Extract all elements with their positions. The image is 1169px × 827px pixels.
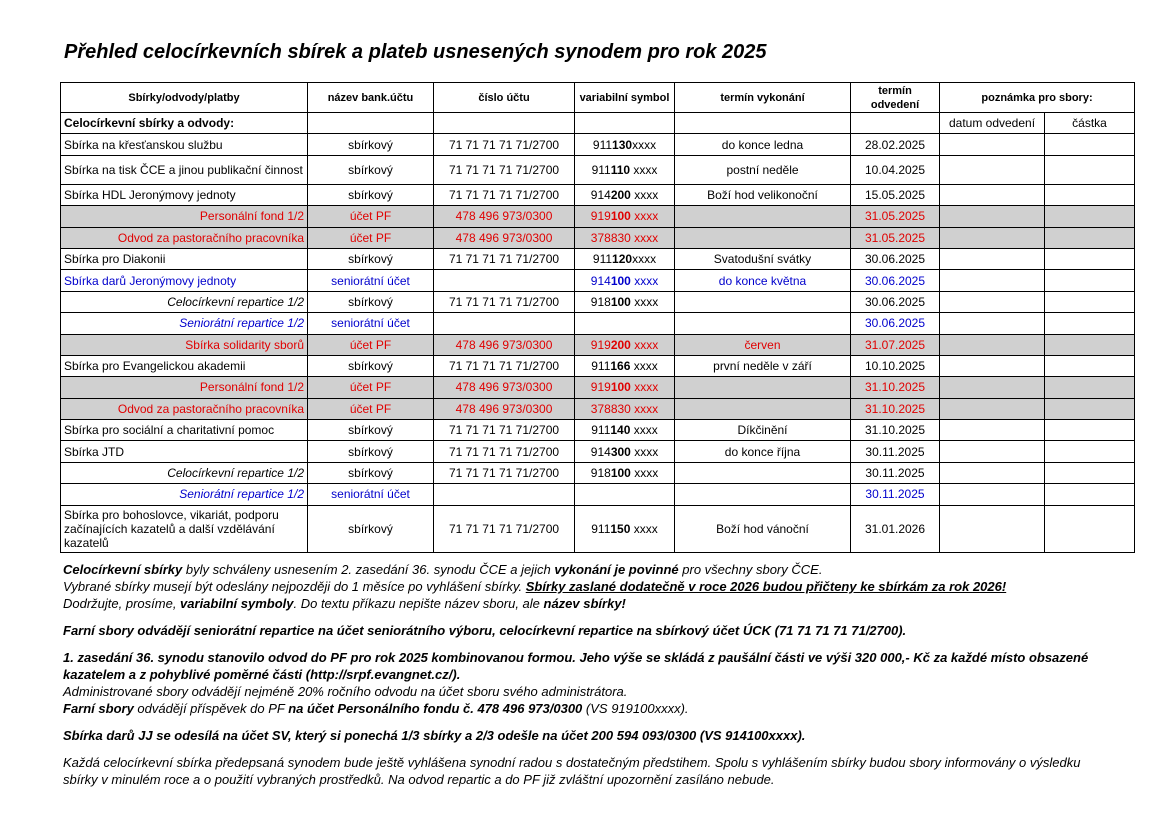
row-name: Seniorátní repartice 1/2 [61, 313, 308, 334]
row-name: Seniorátní repartice 1/2 [61, 484, 308, 505]
table-row [61, 398, 1135, 419]
row-note-date [940, 484, 1045, 505]
row-note-amount [1045, 227, 1135, 248]
note-bold: 1. zasedání 36. synodu stanovilo odvod do PF pro rok 2025 kombinovanou formou. Jeho výše se skládá z paušální části ve výši 320 000,- Kč za každé místo obsazené kazatelem a z pohyblivé poměrné části (http://srpf.evangnet.cz/). [63, 650, 1089, 682]
row-note-amount [1045, 398, 1135, 419]
row-name: Celocírkevní repartice 1/2 [61, 462, 308, 483]
row-term: do konce května [675, 270, 851, 291]
row-account-name: seniorátní účet [308, 484, 434, 505]
note-bold: Farní sbory odvádějí seniorátní repartice na účet seniorátního výboru, celocírkevní repartice na sbírkový účet ÚCK (71 71 71 71 71/2700). [63, 623, 907, 638]
row-account-number: 71 71 71 71 71/2700 [434, 248, 575, 269]
note-amount-header: částka [1045, 113, 1135, 134]
vs-suffix: xxxx [630, 444, 659, 459]
vs-code: 140 [610, 423, 631, 438]
vs-prefix: 914 [590, 273, 611, 288]
table-row [61, 134, 1135, 155]
row-note-date [940, 227, 1045, 248]
row-account-name: účet PF [308, 227, 434, 248]
note-date-header: datum odvedení [940, 113, 1045, 134]
note-bold: vykonání je povinné [554, 562, 679, 577]
row-note-amount [1045, 291, 1135, 312]
row-note-amount [1045, 313, 1135, 334]
vs-code: 130 [612, 137, 633, 152]
note-text: byly schváleny usnesením 2. zasedání 36. synodu ČCE a jejich [182, 562, 555, 577]
empty-cell [851, 113, 940, 134]
row-note-date [940, 134, 1045, 155]
vs-code: 100 [610, 466, 631, 481]
header-account-number: číslo účtu [434, 83, 575, 113]
row-note-date [940, 505, 1045, 552]
vs-prefix: 378830 [590, 230, 631, 245]
vs-code: 100 [610, 209, 631, 224]
vs-prefix: 919 [590, 337, 611, 352]
note-paragraph [63, 578, 1113, 595]
row-note-date [940, 206, 1045, 227]
row-variable-symbol [575, 505, 675, 552]
row-note-amount [1045, 505, 1135, 552]
row-account-name: účet PF [308, 206, 434, 227]
row-account-name: sbírkový [308, 505, 434, 552]
vs-suffix: xxxx [632, 137, 657, 152]
row-account-number: 71 71 71 71 71/2700 [434, 355, 575, 376]
row-note-amount [1045, 420, 1135, 441]
vs-suffix: xxxx [630, 337, 659, 352]
vs-code: 120 [612, 252, 633, 267]
row-account-name: sbírkový [308, 355, 434, 376]
row-note-amount [1045, 355, 1135, 376]
note-text: odvádějí příspěvek do PF [133, 701, 289, 716]
row-note-date [940, 184, 1045, 205]
header-variable-symbol: variabilní symbol [575, 83, 675, 113]
vs-prefix: 918 [590, 466, 611, 481]
note-text: pro všechny sbory ČCE. [678, 562, 823, 577]
table-row [61, 291, 1135, 312]
vs-suffix: xxxx [630, 230, 659, 245]
vs-suffix: xxxx [630, 380, 659, 395]
row-name: Sbírka pro bohoslovce, vikariát, podporu začínajících kazatelů a další vzdělávání kazatelů [61, 505, 308, 552]
table-row [61, 155, 1135, 184]
table-row [61, 484, 1135, 505]
vs-prefix: 911 [591, 521, 611, 536]
row-name: Odvod za pastoračního pracovníka [61, 398, 308, 419]
header-term: termín vykonání [675, 83, 851, 113]
row-term: Díkčinění [675, 420, 851, 441]
row-note-date [940, 313, 1045, 334]
vs-prefix: 911 [592, 252, 613, 267]
row-note-date [940, 398, 1045, 419]
note-paragraph [63, 622, 1113, 639]
header-row [61, 83, 1135, 113]
row-due-date: 30.06.2025 [851, 313, 940, 334]
row-note-amount [1045, 334, 1135, 355]
row-term [675, 291, 851, 312]
vs-suffix: xxxx [630, 294, 659, 309]
row-name: Celocírkevní repartice 1/2 [61, 291, 308, 312]
table-row [61, 227, 1135, 248]
row-due-date: 30.11.2025 [851, 484, 940, 505]
note-text: Každá celocírkevní sbírka předepsaná synodem bude ještě vyhlášena synodní radou s dostatečným předstihem. Spolu s vyhlášením sbírky budou sbory informovány o výsledku sbírky v minulém roce a o použití vybraných prostředků. Na odvod repartic a do PF již zvláštní upozornění zasíláno nebude. [63, 755, 1081, 787]
row-term: Boží hod vánoční [675, 505, 851, 552]
row-name: Sbírka pro Diakonii [61, 248, 308, 269]
note-paragraph [63, 700, 1113, 717]
page-title: Přehled celocírkevních sbírek a plateb usnesených synodem pro rok 2025 [64, 41, 767, 63]
table-row [61, 505, 1135, 552]
vs-suffix: xxxx [630, 162, 658, 177]
vs-code: 100 [610, 380, 631, 395]
note-bold: Celocírkevní sbírky [63, 562, 183, 577]
vs-prefix: 914 [590, 187, 611, 202]
section-row [61, 113, 1135, 134]
row-note-date [940, 377, 1045, 398]
note-bold: Farní sbory [63, 701, 134, 716]
row-account-name: seniorátní účet [308, 270, 434, 291]
row-due-date: 31.05.2025 [851, 206, 940, 227]
note-text: Vybrané sbírky musejí být odeslány nejpozději do 1 měsíce po vyhlášení sbírky. [63, 579, 526, 594]
row-account-number [434, 270, 575, 291]
note-bold: na účet Personálního fondu č. 478 496 973/0300 [288, 701, 583, 716]
vs-prefix: 911 [591, 359, 611, 374]
row-due-date: 10.04.2025 [851, 155, 940, 184]
row-account-name: sbírkový [308, 462, 434, 483]
note-paragraph [63, 754, 1113, 788]
row-note-date [940, 355, 1045, 376]
vs-code: 166 [610, 359, 631, 374]
vs-suffix: xxxx [630, 521, 658, 536]
row-account-number: 71 71 71 71 71/2700 [434, 291, 575, 312]
empty-cell [434, 113, 575, 134]
row-note-date [940, 334, 1045, 355]
header-account-name: název bank.účtu [308, 83, 434, 113]
vs-code: 150 [610, 521, 631, 536]
row-term [675, 313, 851, 334]
row-note-amount [1045, 441, 1135, 462]
row-name: Odvod za pastoračního pracovníka [61, 227, 308, 248]
row-account-number: 478 496 973/0300 [434, 334, 575, 355]
row-term [675, 227, 851, 248]
row-term: červen [675, 334, 851, 355]
row-note-date [940, 248, 1045, 269]
row-note-amount [1045, 248, 1135, 269]
row-variable-symbol [575, 270, 675, 291]
table-row [61, 355, 1135, 376]
row-name: Personální fond 1/2 [61, 377, 308, 398]
row-account-number: 71 71 71 71 71/2700 [434, 155, 575, 184]
note-paragraph [63, 683, 1113, 700]
row-account-number: 71 71 71 71 71/2700 [434, 462, 575, 483]
table-row [61, 462, 1135, 483]
row-variable-symbol [575, 462, 675, 483]
note-text: Administrované sbory odvádějí nejméně 20% ročního odvodu na účet sboru svého administrátora. [63, 684, 628, 699]
row-due-date: 31.05.2025 [851, 227, 940, 248]
row-term: Boží hod velikonoční [675, 184, 851, 205]
row-note-amount [1045, 134, 1135, 155]
row-account-name: seniorátní účet [308, 313, 434, 334]
vs-code: 100 [610, 294, 631, 309]
row-variable-symbol [575, 291, 675, 312]
vs-prefix: 918 [590, 294, 611, 309]
table-row [61, 441, 1135, 462]
vs-suffix: xxxx [630, 423, 658, 438]
row-name: Sbírka pro Evangelickou akademii [61, 355, 308, 376]
vs-code: 200 [610, 187, 631, 202]
row-variable-symbol [575, 227, 675, 248]
row-variable-symbol [575, 155, 675, 184]
vs-suffix: xxxx [630, 273, 659, 288]
row-account-name: sbírkový [308, 134, 434, 155]
row-name: Sbírka na tisk ČCE a jinou publikační činnost [61, 155, 308, 184]
row-account-number: 478 496 973/0300 [434, 398, 575, 419]
note-paragraph [63, 595, 1113, 612]
row-variable-symbol [575, 313, 675, 334]
row-note-amount [1045, 462, 1135, 483]
vs-suffix: xxxx [630, 466, 659, 481]
row-variable-symbol [575, 248, 675, 269]
row-account-number: 478 496 973/0300 [434, 377, 575, 398]
row-variable-symbol [575, 334, 675, 355]
collections-table [60, 82, 1135, 553]
note-paragraph [63, 649, 1113, 683]
table-row [61, 313, 1135, 334]
row-account-name: účet PF [308, 398, 434, 419]
section-label: Celocírkevní sbírky a odvody: [61, 113, 308, 134]
vs-prefix: 911 [592, 137, 613, 152]
row-note-date [940, 441, 1045, 462]
row-name: Sbírka JTD [61, 441, 308, 462]
row-variable-symbol [575, 441, 675, 462]
row-note-date [940, 270, 1045, 291]
row-account-number [434, 313, 575, 334]
row-term: Svatodušní svátky [675, 248, 851, 269]
header-due: termín odvedení [851, 83, 940, 113]
vs-suffix: xxxx [630, 359, 658, 374]
table-row [61, 377, 1135, 398]
row-account-number: 71 71 71 71 71/2700 [434, 184, 575, 205]
row-due-date: 30.06.2025 [851, 291, 940, 312]
row-variable-symbol [575, 377, 675, 398]
note-text: Dodržujte, prosíme, [63, 596, 181, 611]
row-note-date [940, 420, 1045, 441]
row-due-date: 31.10.2025 [851, 398, 940, 419]
table-row [61, 248, 1135, 269]
row-variable-symbol [575, 484, 675, 505]
row-variable-symbol [575, 134, 675, 155]
note-paragraph [63, 561, 1113, 578]
row-due-date: 15.05.2025 [851, 184, 940, 205]
note-text: (VS 919100xxxx). [582, 701, 689, 716]
vs-prefix: 911 [591, 162, 611, 177]
table-row [61, 270, 1135, 291]
row-account-name: účet PF [308, 377, 434, 398]
row-term [675, 398, 851, 419]
row-due-date: 30.11.2025 [851, 462, 940, 483]
row-term [675, 377, 851, 398]
note-bold: variabilní symboly [180, 596, 294, 611]
row-account-number: 71 71 71 71 71/2700 [434, 420, 575, 441]
table-row [61, 184, 1135, 205]
row-variable-symbol [575, 355, 675, 376]
row-name: Personální fond 1/2 [61, 206, 308, 227]
row-due-date: 31.10.2025 [851, 377, 940, 398]
row-variable-symbol [575, 398, 675, 419]
row-term [675, 484, 851, 505]
row-account-number: 478 496 973/0300 [434, 227, 575, 248]
vs-prefix: 911 [591, 423, 611, 438]
row-account-name: sbírkový [308, 441, 434, 462]
vs-code: 100 [610, 273, 631, 288]
row-account-name: sbírkový [308, 420, 434, 441]
note-paragraph [63, 727, 1113, 744]
note-bold: Sbírka darů JJ se odesílá na účet SV, který si ponechá 1/3 sbírky a 2/3 odešle na účet 200 594 093/0300 (VS 914100xxxx). [63, 728, 806, 743]
row-variable-symbol [575, 184, 675, 205]
vs-prefix: 378830 [590, 401, 631, 416]
row-due-date: 30.06.2025 [851, 270, 940, 291]
row-term: postní neděle [675, 155, 851, 184]
row-variable-symbol [575, 420, 675, 441]
vs-code: 300 [610, 444, 631, 459]
row-due-date: 28.02.2025 [851, 134, 940, 155]
row-name: Sbírka HDL Jeronýmovy jednoty [61, 184, 308, 205]
vs-prefix: 919 [590, 380, 611, 395]
row-note-amount [1045, 184, 1135, 205]
notes-section [63, 561, 1113, 788]
row-name: Sbírka darů Jeronýmovy jednoty [61, 270, 308, 291]
vs-prefix: 914 [590, 444, 611, 459]
vs-suffix: xxxx [632, 252, 657, 267]
row-account-number: 71 71 71 71 71/2700 [434, 441, 575, 462]
table-row [61, 334, 1135, 355]
note-underlined: Sbírky zaslané dodatečně v roce 2026 budou přičteny ke sbírkám za rok 2026! [525, 579, 1007, 594]
row-account-name: sbírkový [308, 248, 434, 269]
empty-cell [575, 113, 675, 134]
row-term: do konce ledna [675, 134, 851, 155]
row-note-date [940, 155, 1045, 184]
row-note-date [940, 291, 1045, 312]
row-account-name: sbírkový [308, 155, 434, 184]
row-note-amount [1045, 270, 1135, 291]
row-account-number: 71 71 71 71 71/2700 [434, 134, 575, 155]
row-note-amount [1045, 484, 1135, 505]
row-due-date: 31.10.2025 [851, 420, 940, 441]
row-account-name: sbírkový [308, 184, 434, 205]
vs-code: 200 [610, 337, 631, 352]
row-account-number [434, 484, 575, 505]
row-due-date: 30.06.2025 [851, 248, 940, 269]
row-account-name: sbírkový [308, 291, 434, 312]
row-due-date: 31.01.2026 [851, 505, 940, 552]
row-term: do konce října [675, 441, 851, 462]
row-note-amount [1045, 206, 1135, 227]
table-row [61, 420, 1135, 441]
row-term [675, 462, 851, 483]
vs-code: 110 [610, 162, 631, 177]
note-bold: název sbírky! [543, 596, 626, 611]
header-note: poznámka pro sbory: [940, 83, 1135, 113]
row-account-number: 71 71 71 71 71/2700 [434, 505, 575, 552]
row-account-number: 478 496 973/0300 [434, 206, 575, 227]
row-name: Sbírka pro sociální a charitativní pomoc [61, 420, 308, 441]
header-collections: Sbírky/odvody/platby [61, 83, 308, 113]
row-variable-symbol [575, 206, 675, 227]
empty-cell [675, 113, 851, 134]
vs-suffix: xxxx [630, 187, 659, 202]
row-name: Sbírka solidarity sborů [61, 334, 308, 355]
row-note-amount [1045, 377, 1135, 398]
vs-prefix: 919 [590, 209, 611, 224]
row-due-date: 31.07.2025 [851, 334, 940, 355]
row-note-date [940, 462, 1045, 483]
row-due-date: 10.10.2025 [851, 355, 940, 376]
row-note-amount [1045, 155, 1135, 184]
row-account-name: účet PF [308, 334, 434, 355]
row-term: první neděle v září [675, 355, 851, 376]
vs-suffix: xxxx [630, 209, 659, 224]
empty-cell [308, 113, 434, 134]
row-name: Sbírka na křesťanskou službu [61, 134, 308, 155]
vs-suffix: xxxx [630, 401, 659, 416]
row-due-date: 30.11.2025 [851, 441, 940, 462]
table-row [61, 206, 1135, 227]
note-text: . Do textu příkazu nepište název sboru, ale [293, 596, 544, 611]
row-term [675, 206, 851, 227]
